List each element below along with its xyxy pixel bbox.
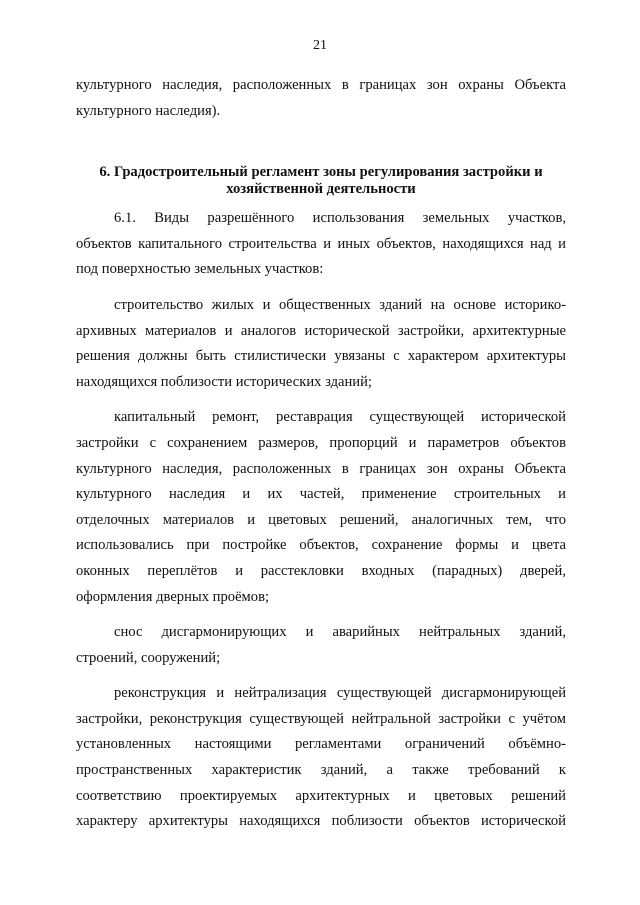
page-number: 21: [313, 38, 327, 53]
paragraph-reconstruction: [76, 681, 566, 835]
text-line: оконных переплётов и расстекловки входных (парадных) дверей,: [76, 562, 566, 579]
paragraph-construction: [76, 293, 566, 395]
text-line: культурного наследия, расположенных в границах зон охраны Объекта: [76, 77, 566, 93]
text-line: под поверхностью земельных участков:: [76, 261, 324, 278]
text-line: строительство жилых и общественных зданий на основе историко-: [114, 296, 566, 313]
text-line: культурного наследия и их частей, применение строительных и: [76, 486, 566, 503]
text-line: архивных материалов и аналогов исторической застройки, архитектурные: [76, 322, 566, 339]
paragraph-major-repair: [76, 405, 566, 610]
text-line: капитальный ремонт, реставрация существующей исторической: [114, 409, 566, 426]
text-line: застройки с сохранением размеров, пропорций и параметров объектов: [76, 434, 566, 451]
document-body: [76, 73, 566, 835]
text-line: установленных настоящими регламентами ограничений объёмно-: [76, 736, 566, 753]
text-line: отделочных материалов и цветовых решений, аналогичных тем, что: [76, 511, 566, 528]
text-line: решения должны быть стилистически увязаны с характером архитектуры: [76, 348, 566, 365]
section-heading: [76, 164, 566, 198]
text-line: строений, сооружений;: [76, 649, 221, 666]
text-line: соответствию проектируемых архитектурных и цветовых решений: [76, 787, 566, 804]
text-line: 6.1. Виды разрешённого использования земельных участков,: [114, 210, 566, 227]
text-line: культурного наследия).: [76, 102, 221, 119]
text-line: застройки, реконструкция существующей нейтральной застройки с учётом: [76, 710, 566, 727]
text-line: характеру архитектуры находящихся поблизости объектов исторической: [76, 813, 566, 830]
text-line: находящихся поблизости исторических зданий;: [76, 373, 372, 390]
intro-paragraph: [76, 73, 566, 124]
text-line: снос дисгармонирующих и аварийных нейтральных зданий,: [114, 624, 566, 641]
text-line: объектов капитального строительства и иных объектов, находящихся над и: [76, 235, 566, 252]
text-line: реконструкция и нейтрализация существующей дисгармонирующей: [114, 685, 566, 702]
text-line: пространственных характеристик зданий, а также требований к: [76, 762, 566, 779]
text-line: оформления дверных проёмов;: [76, 588, 270, 605]
paragraph-demolition: [76, 620, 566, 671]
text-line: использовались при постройке объектов, сохранение формы и цвета: [76, 537, 566, 554]
heading-line: 6. Градостроительный регламент зоны регулирования застройки и: [99, 164, 543, 181]
text-line: культурного наследия, расположенных в границах зон охраны Объекта: [76, 460, 566, 477]
heading-line: хозяйственной деятельности: [226, 181, 416, 198]
paragraph-6-1: [76, 206, 566, 283]
